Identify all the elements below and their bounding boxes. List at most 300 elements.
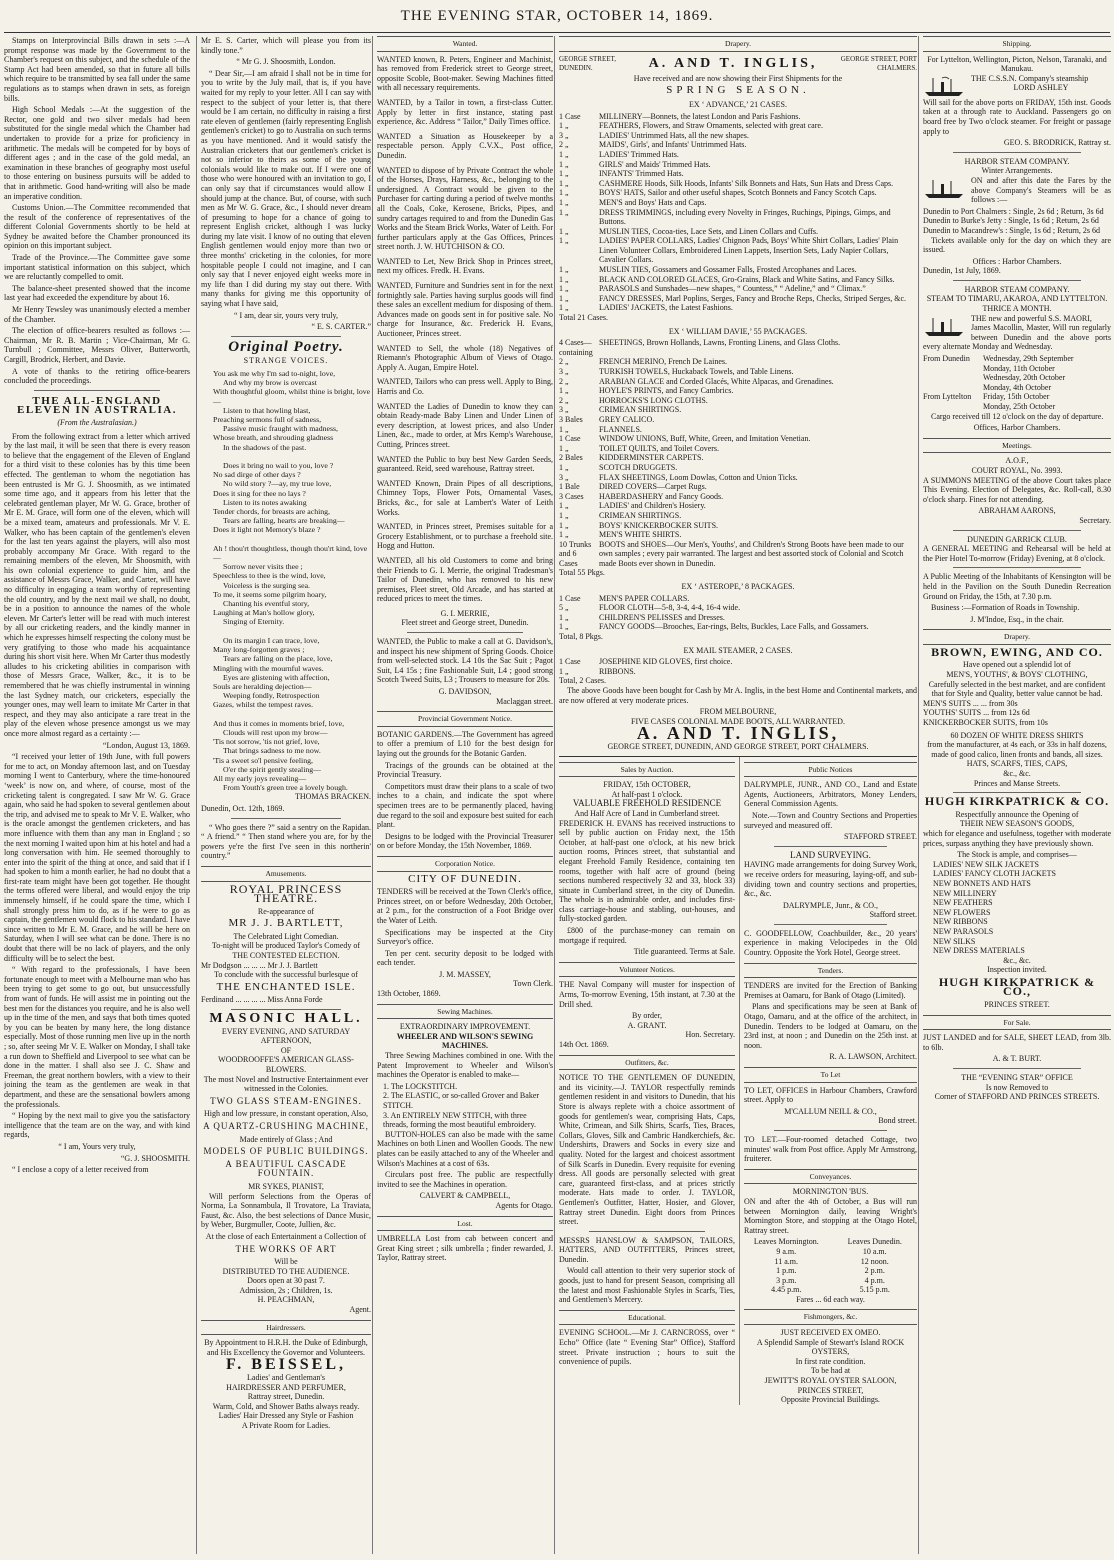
shipment-quantity: 3 „ [559,472,569,482]
wanted-ad: WANTED the Public to buy best New Garden Seeds, guaranteed. Reid, seed warehouse, Rattray street. [377,454,553,474]
ad-headline: HUGH KIRKPATRICK & CO., [938,974,1096,999]
timetable-cell: 9 a.m. [776,1246,797,1256]
column-3 [372,36,557,1554]
shipment-row [559,453,917,463]
poem-line: To me, it seems some pilgrim hoary, [213,589,327,599]
stock-item: NEW FEATHERS [933,898,993,908]
ad-line: OF [280,1045,292,1055]
ad-paragraph: FREDERICK H. EVANS has received instructions to sell by public auction on Friday next, the 15th October, at half-past one o'clock, at his new brick auction rooms, Princes street, that substantial and elegant Freehold Family Residence, containing ten rooms, together with half acre of ground (being sections numbered respectively 32 and 33, block 33) situate in Cumberland street, in the city of Dunedin. The whole is in admirable order, and includes first-class carriage-house and stabling, out-houses, and fully-stocked garden. [559,818,735,924]
shipment-quantity: 1 „ [559,265,569,275]
ad-line: H. PEACHMAN, [257,1295,315,1305]
wanted-ads [377,55,553,604]
ad-line: The most Novel and Instructive Entertainment ever witnessed in the Colonies. [203,1074,369,1094]
timetable-cell: 5.15 p.m. [859,1285,890,1295]
shipment-row [559,386,917,396]
schedule-row [923,373,1111,383]
divider [231,818,341,819]
poem-line: You ask me why I'm sad to-night, love, [213,369,336,378]
lower-left-column [559,757,740,1405]
shipment-description: MUSLIN TIES, Gossamers and Gossamer Falls, Frosted Arcophanes and Laces. [599,265,857,275]
ad-line: THEIR NEW SEASON'S GOODS, [959,819,1075,829]
category-heading: Amusements. [201,866,371,882]
article-paragraph: “ Who goes there ?” said a sentry on the Rapidan. “ A friend.” “ Then stand where you are, for by the powers ye're the first I've seen in this northerin' country.” [201,822,371,861]
ad-line: JEWITT'S ROYAL OYSTER SALOON, [764,1376,897,1386]
article-paragraph: Customs Union.—The Committee recommended that the result of the conference of representatives of the different Colonial Governments shortly to be held at Sydney be awaited before the Chamber pronounced its opinion on this important subject. [4,203,190,251]
shipment-row [559,265,917,275]
ad-headline: HARBOR STEAM COMPANY. [964,156,1070,166]
poem-stanza-break [201,710,371,719]
shipment-row [559,131,917,141]
ad-line: Have opened out a splendid lot of [963,660,1071,670]
timetable-header [744,1237,917,1247]
shipment-description: ARABIAN GLACE and Corded Glacés, White Alpacas, and Grenadines. [599,376,834,386]
ad-paragraph: Plans and specifications may be seen at Bank of Otago, Oamaru, and at the office of the architect, in Dunedin. Tenders to be lodged at Oamaru, on the 23rd inst, at noon ; and Dunedin on the 25th inst. at noon. [744,1002,917,1050]
letter-signature: “G. J. SHOOSMITH. [120,1153,190,1163]
schedule-port [923,373,979,383]
wanted-ad: WANTED to dispose of by Private Contract the whole of the Horses, Drays, Harness, &c., belonging to the undersigned. A Contract would be given to the Purchaser for carting during a period of twelve months all the Coals, Coke, Kerosene, Bricks, Pipes, and sundry cartages required to and from the Dunedin Gas Works and the Steam Brick Works, Water of Leith. For further particulars apply at the Gas Offices, Princes street north. J. W. HUTCHISON & CO. [377,165,553,252]
shipment-row [559,294,917,304]
ad-line: THRICE A MONTH. [982,304,1052,314]
ad-line: YOUTHS' SUITS ... from 12s 6d [923,708,1030,718]
ad-paragraph: A GENERAL MEETING and Rehearsal will be held at the Pier Hotel To-morrow (Friday) Evening, at 8 o'clock. [923,544,1111,563]
ad-signature: ABRAHAM AARONS, [978,506,1056,516]
shipment-quantity: 3 „ [559,405,569,415]
divider [231,336,341,337]
ad-signature: A. GRANT. [627,1020,667,1030]
fare-line: Dunedin to Port Chalmers : Single, 2s 6d ; Return, 3s 6d [923,206,1104,216]
shipment-description: SCOTCH DRUGGETS. [599,462,678,472]
ad-line: WOODROOFFE'S AMERICAN GLASS-BLOWERS. [218,1055,354,1074]
shipment-quantity: 3 Bales [559,414,583,424]
shipment-total: Total 21 Cases. [559,313,608,323]
schedule-row [923,354,1111,364]
category-heading: Conveyances. [744,1169,917,1185]
poem-stanza-break [201,452,371,461]
article-paragraph: “ I enclose a copy of a letter received from [12,1165,149,1175]
ad-headline: F. BEISSEL, [225,1356,346,1374]
ad-line: The Stock is ample, and comprises— [957,850,1077,860]
ad-paragraph: Competitors must draw their plans to a scale of two inches to a chain, and indicate the spot where specimen trees are to be permanently placed, having due regard to the soil and exposure best suited for each plant. [377,781,553,830]
divider [953,1068,1081,1069]
ad-line: Winter Arrangements. [981,166,1053,176]
shipment-description: BLACK AND COLORED GLACES, Gro-Grains, Black and White Satins, and Fancy Silks. [599,274,895,284]
shipment-list [559,112,917,313]
ad-line: A QUARTZ-CRUSHING MACHINE, [203,1120,369,1131]
category-heading: Educational. [559,1310,735,1326]
ad-signature: M'CALLUM NEILL & CO., [784,1106,877,1116]
shipment-list [559,594,917,632]
shipment-quantity: 1 „ [559,501,569,511]
ad-line: Corner of STAFFORD AND PRINCES STREETS. [934,1092,1100,1102]
article-paragraph: Mr E. S. Carter, which will please you from its kindly tone.” [201,36,371,55]
ad-line: For Lyttelton, Wellington, Picton, Nelson, Taranaki, and Manukau. [927,54,1107,74]
ad-line: Made entirely of Glass ; And [239,1134,333,1144]
shipment-list [559,338,917,568]
poem-line: Sorrow never visits thee ; [223,562,303,572]
category-heading: Corporation Notice. [377,856,553,872]
ad-line: Is now Removed to [985,1082,1049,1092]
poem-line: Clouds will rest upon my brow— [223,727,328,737]
shipment-quantity: 3 „ [559,367,569,376]
shipment-description: MEN'S WHITE SHIRTS. [599,530,682,540]
ad-paragraph: Designs to be lodged with the Provincial Treasurer on or before Monday, the 15th November, 1869. [377,831,553,851]
shipment-row [559,425,917,435]
timetable-header-cell: Leaves Mornington. [753,1237,819,1247]
shipment-quantity: 1 „ [559,188,569,198]
ad-line: And Half Acre of Land in Cumberland street. [574,808,720,818]
ad-signature: G. I. MERRIE, [440,608,490,618]
category-heading: Shipping. [923,36,1111,52]
schedule-row [923,392,1111,402]
shipment-description: DRESS TRIMMINGS, including every Novelty in Fringes, Ruchings, Pipings, Gimps, and Buttons. [599,207,891,227]
shipment-description: SHEETINGS, Brown Hollands, Lawns, Fronting Linens, and Glass Cloths. [599,338,841,348]
category-heading: Sewing Machines. [377,1004,553,1020]
ad-line: Town Clerk. [513,979,553,989]
timetable-cell: 11 a.m. [774,1256,798,1266]
schedule-row [923,364,1111,374]
shipment-description: FLOOR CLOTH—5-8, 3-4, 4-4, 16-4 wide. [599,603,741,613]
poem-line: And thus it comes in moments brief, love, [213,718,345,728]
article-paragraph: Trade of the Province.—The Committee gave some important statistical information on this subject, which we are reluctantly compelled to omit. [4,253,190,282]
ad-headline: LAND SURVEYING. [790,849,871,860]
divider [34,390,160,391]
shipment-quantity: 1 „ [559,386,569,396]
divider [231,1009,341,1010]
schedule-port [923,402,979,412]
stock-item: NEW BONNETS AND HATS [933,878,1031,888]
poem-line: No sad dirge of other days ? [213,470,301,480]
ad-paragraph: TENDERS are invited for the Erection of Banking Premises at Oamaru, for Bank of Otago (Limited). [744,981,917,1000]
article-paragraph: “ Dear Sir,—I am afraid I shall not be in time for you to write by the July mail, that is, if you have waited for my reply to your letter. All I can say with respect to the subject of your letter is, that there would be I am certain, no difficulty in raising a first rate eleven of gentlemen (fairly representing English gentlemen's cricket) to go to Australia on such terms as you have mentioned. And it would satisfy the Australian cricketers that our gentlemen's cricket is not so inferior to theirs as some of the young colonials would like to make out. If I were one of those who were honoured with an invitation to go, I can only say that if circumstances would allow I should jump at the chance. But, of course, with such men as Mr W. G. Grace, &c., I should never dream of presuming to hope for a chance of going to represent English cricket, although I was lucky during my late visit. I know of no outing that eleven English gentlemen would enjoy more than two or three months' cricketing in the colonies, for more hospitable people I could not imagine, and I can only say that I never enjoyed eight weeks more in my life than I did during my stay out there. With many thanks for giving me this opportunity of saying what I have said, [201,68,371,309]
wanted-ad: WANTED, in Princes street, Premises suitable for a Grocery Establishment, or to purchase a freehold site. Hogg and Hutton. [377,522,553,551]
sailing-schedule [923,354,1111,412]
shipment-description: KIDDERMINSTER CARPETS. [599,453,704,463]
ad-paragraph: Will sail for the above ports on FRIDAY, 15th inst. Goods taken at a through rate to Auckland. Passengers go on board free by Two o'clock steamer. For freight or passage apply to [923,97,1111,136]
shipment-row [559,415,917,425]
ad-line: GEORGE STREET, DUNEDIN. [559,54,617,73]
ad-line: Rattray street, Dunedin. [247,1392,325,1402]
shipment-row [559,303,917,313]
ad-line: MR SYKES, PIANIST, [248,1181,324,1191]
poem-line: In the shadows of the past. [223,442,307,452]
ad-line: Admission, 2s ; Children, 1s. [239,1285,333,1295]
timetable-row [744,1266,917,1276]
shipment-description: GIRLS' and Maids' Trimmed Hats. [599,159,711,169]
poem-line: That brings sadness to me now. [223,746,321,756]
timetable-row [744,1285,917,1295]
ad-signature: DALRYMPLE, Junr., & CO., [782,900,879,910]
ad-paragraph: ON and after the 4th of October, a Bus will run between Mornington daily, leaving Wright's Mornington Store, and stopping at the Otago Hotel, Rattray street. [744,1196,917,1235]
timetable-row [744,1257,917,1267]
ad-paragraph: Specifications may be inspected at the City Surveyor's office. [377,927,553,947]
shipment-row [559,169,917,179]
ad-paragraph: MESSRS HANSLOW & SAMPSON, TAILORS, HATTERS, AND OUTFITTERS, Princes street, Dunedin. [559,1235,735,1264]
shipment-quantity: 1 „ [559,293,569,303]
shipment-row [559,492,917,502]
ad-line: Agent. [349,1305,371,1315]
ad-line: from the manufacturer, at 4s each, or 33s in half dozens, made of good calico, linen fronts and bands, all sizes. [927,740,1107,759]
shipment-quantity: 1 „ [559,510,569,520]
ad-paragraph: Cargo received till 12 o'clock on the day of departure. [931,411,1104,421]
shipment-quantity: 3 Cases [559,491,584,501]
shipment-description: MEN'S PAPER COLLARS. [599,593,690,603]
ad-line: Ladies' and Gentleman's [247,1373,325,1383]
category-heading: Provincial Government Notice. [377,711,553,727]
shipment-description: FRENCH MERINO, French De Laines. [599,357,727,367]
shipment-description: HABERDASHERY and Fancy Goods. [599,491,724,501]
ad-line: PRINCES STREET. [984,1000,1050,1010]
shipment-quantity: 1 Case [559,434,581,444]
shipment-description: HORROCKS'S LONG CLOTHS. [599,395,708,405]
ad-line: At the close of each Entertainment a Collection of [205,1231,367,1241]
shipment-quantity: 5 „ [559,603,569,613]
shipment-description: INFANTS' Trimmed Hats. [599,169,684,179]
shipment-row [559,396,917,406]
shipment-description: BOYS' KNICKERBOCKER SUITS. [599,520,719,530]
wanted-ad: WANTED known, R. Peters, Engineer and Machinist, has removed from Frederick street to George street, opposite Scoble, Boot-maker. Sewing Machines fitted with all necessary requirements. [377,54,553,93]
ad-line: 60 DOZEN OF WHITE DRESS SHIRTS [950,730,1084,740]
ad-line: TWO GLASS STEAM-ENGINES. [210,1095,362,1106]
poem-line: Souls are heralding dejection— [213,681,312,691]
ad-signature: CALVERT & CAMPBELL, [419,1191,511,1201]
poem-line: Tears are falling, hearts are breaking— [223,516,345,526]
shipment-row [559,198,917,208]
shipment-description: FANCY DRESSES, Marl Poplins, Serges, Fancy and Broche Reps, Checks, Striped Serges, &c. [599,293,907,303]
poem-line: Whose breath, and shrouding gladness [213,433,334,443]
ad-line: MEN'S, YOUTHS', & BOYS' CLOTHING, [946,670,1088,680]
ad-line: 3. An ENTIRELY NEW STITCH, with three threads, forming the most beautiful embroidery. [383,1110,536,1130]
ad-line: By order, [632,1011,662,1021]
column-4 [554,36,921,1554]
shipment-heading: EX ‘ ASTEROPE,’ 8 PACKAGES. [681,582,795,592]
poem-line: No wild story ?—ay, my true love, [223,479,332,489]
shipment-row [559,338,917,357]
wanted-ad: WANTED to Let, New Brick Shop in Princes street, next my offices. Fredk. H. Evans. [377,256,553,276]
ad-headline: A. AND T. INGLIS, [648,56,818,72]
ad-line: Princes and Manse Streets. [973,778,1061,788]
poem-stanza-break [201,627,371,636]
shipment-row [559,613,917,623]
stock-item: NEW PARASOLS [933,926,994,936]
shipment-row [559,622,917,632]
masthead [0,0,1114,34]
category-heading: Public Notices [744,762,917,778]
stock-item: NEW MILLINERY [933,888,997,898]
article-paragraph: High School Medals :—At the suggestion of the Rector, one gold and two silver medals had been substituted for the single medal which the Chamber had undertaken to provide for a prize for proficiency in arithmetic. The medals will be competed for by boys of different ages ; and in the case of the gold medal, an examination in these branches of geography most useful to those entering on business pursuits will be added to that in arithmetic. Good hand-writing will also be made an imperative condition. [4,105,190,201]
ad-line: Offices : Harbor Chambers. [972,256,1062,266]
wanted-ad: WANTED to Sell, the whole (18) Negatives of Riemann's Photographic Album of Views of Otago. Apply A. Augan, Empire Hotel. [377,343,553,372]
ad-line: At half-past 1 o'clock. [611,789,683,799]
ad-line: STEAM TO TIMARU, AKAROA, AND LYTTELTON. [926,294,1108,304]
category-heading: For Sale. [923,1015,1111,1031]
fare-line: Dunedin to Macandrew's : Single, 1s 6d ; Return, 2s 6d [923,225,1100,235]
poem [201,369,371,792]
ad-paragraph: Tickets available only for the day on which they are issued. [923,235,1111,255]
poem-line: On its margin I can trace, love, [223,635,320,645]
ad-line: MEN'S SUITS ... ... from 30s [923,698,1018,708]
poem-line: 'Tis a sweet so'l pensive feeling, [213,755,313,765]
ad-line: Bond street. [878,1116,917,1126]
shipment-row [559,357,917,367]
shipment-row [559,150,917,160]
lower-section [559,756,917,1405]
wanted-ad: WANTED, by a Tailor in town, a first-class Cutter. Apply by letter in first instance, stating past experience, &c. Address “ Tailor,” Daily Times office. [377,97,553,127]
ad-headline: BROWN, EWING, AND CO. [931,644,1103,659]
ad-paragraph: BUTTON-HOLES can also be made with the same Machines on both Linen and Woollen Goods. The new plates can be easily attached to any of the Wheeler and Wilson's Machines at a cost of 63s. [377,1129,553,1168]
ad-line: 14th Oct. 1869. [559,1040,609,1049]
ad-line: To conclude with the successful burlesque of [214,970,358,980]
ad-paragraph: HAVING made arrangements for doing Survey Work, we receive orders for measuring, laying-off, and sub-dividing town and country sections and properties, &c., &c. [744,860,917,899]
ad-line: STAFFORD STREET. [844,832,917,842]
category-heading: Tenders. [744,963,917,979]
category-heading: Fishmongers, &c. [744,1309,917,1325]
ad-headline: MASONIC HALL. [209,1011,363,1027]
shipment-quantity: 1 „ [559,197,569,207]
steamship-icon [923,76,967,98]
stock-item: LADIES' FANCY CLOTH JACKETS [933,869,1056,879]
ad-line: A BEAUTIFUL CASCADE FOUNTAIN. [225,1158,347,1179]
stock-item: NEW DRESS MATERIALS [933,946,1025,956]
inglis-header [559,55,917,74]
shipment-quantity: 1 Case [559,593,581,603]
poem-date: Dunedin, Oct. 12th, 1869. [201,803,285,813]
poem-stanza-break [201,535,371,544]
shipment-row [559,511,917,521]
timetable-cell: 1 p.m. [776,1266,797,1276]
ad-line: Will be [274,1257,298,1267]
ad-line: Respectfully announce the Opening of [955,809,1079,819]
poem-line: Passive music fraught with madness, [223,424,338,434]
shipment-row [559,179,917,189]
ad-paragraph: WANTED, the Public to make a call at G. Davidson's, and inspect his new shipment of Spring Goods. Choice from well-selected stock. L4 10s the Sac Suit ; Pagot Suit, L4 15s ; fine Fashionable Suit, L4 ; good strong Scotch Tweed Suits, L3 ; Trousers to measure for 20s. [377,637,553,685]
shipment-row [559,112,917,122]
category-heading: Lost. [377,1216,553,1232]
shipment-description: MUSLIN TIES, Cocoa-ties, Lace Sets, and Linen Collars and Cuffs. [599,226,818,236]
schedule-port [923,364,979,374]
category-heading: Drapery. [923,629,1111,645]
divider [774,924,887,925]
ad-line: 2. The ELASTIC, or so-called Grover and Baker STITCH. [383,1091,540,1110]
ad-headline: CITY OF DUNEDIN. [408,872,522,885]
shipment-quantity: 1 „ [559,169,569,179]
shipment-description: BOYS' HATS, Sailor and other useful shapes, Scotch Bonnets and Fancy Scotch Caps. [599,188,877,198]
shipment-row [559,657,917,667]
shipment-row [559,405,917,415]
ad-line: Opposite Provincial Buildings. [781,1395,880,1405]
shipment-row [559,482,917,492]
ad-line: Re-appearance of [257,906,315,916]
shipment-quantity: 2 Bales [559,453,583,463]
timetable-cell: 10 a.m. [862,1246,887,1256]
shipment-quantity: 1 „ [559,622,569,632]
shipment-quantity: 1 „ [559,520,569,530]
ad-headline: WHEELER AND WILSON'S SEWING MACHINES. [396,1031,534,1051]
poem-line: 'Tis not sorrow, 'tis not grief, love, [213,737,320,747]
divider [407,632,523,633]
ad-line: Fares ... 6d each way. [796,1294,865,1304]
shipment-quantity: 1 „ [559,207,569,217]
ad-line: By Appointment to H.R.H. the Duke of Edinburgh, and His Excellency the Governor and Volunteers. [204,1338,368,1357]
fares-list [923,207,1111,236]
divider [589,1231,705,1232]
letter-date: “London, August 13, 1869. [102,740,190,750]
shipment-row [559,530,917,540]
timetable-cell: 4 p.m. [864,1275,885,1285]
ad-line: &c., &c. [1003,955,1031,965]
schedule-row [923,402,1111,412]
ad-line: A Private Room for Ladies. [241,1421,331,1430]
shipment-quantity: 1 „ [559,226,569,236]
wanted-ad: WANTED, all his old Customers to come and bring their Friends to G. I. Merrie, the original Tradesman's Tailor of Dunedin, who has removed to his new premises, Fleet street, Old Arcade, and has started at reduced prices to meet the times. [377,555,553,604]
wanted-ad: WANTED, Tailors who can press well. Apply to Bing, Harris and Co. [377,377,553,396]
ad-line: To-night will be produced Taylor's Comedy of [211,941,361,951]
shipment-description: FANCY GOODS—Brooches, Ear-rings, Belts, Buckles, Lace Falls, and Gossamers. [599,622,869,632]
shipment-quantity: 2 „ [559,395,569,405]
divider [953,567,1081,568]
category-heading: Volunteer Notices. [559,962,735,978]
ad-line: DISTRIBUTED TO THE AUDIENCE. [222,1266,350,1276]
shipment-quantity: 1 „ [559,530,569,540]
ad-paragraph: Ten per cent. security deposit to be lodged with each tender. [377,948,553,968]
ad-line: FIVE CASES COLONIAL MADE BOOTS, ALL WARRANTED. [631,716,845,726]
shipment-quantity: 1 „ [559,424,569,434]
ad-paragraph: NOTICE TO THE GENTLEMEN OF DUNEDIN, and its vicinity.—J. TAYLOR respectfully reminds gentlemen resident in and visitors to Dunedin, that his Store is always replete with a choice assortment of goods for gentlemen's wear, comprising Hats, Caps, White, Crimean, and Silk Shirts, Scarfs, Ties, Braces, Collars, Gloves, Silk and Cambric Handkerchiefs, &c. Undershirts, Drawers and Socks in every size and quality. Noted for the largest and choicest assortment of Silk Scarfs in Dunedin. Every requisite for evening dress. All goods are personally selected with great care, guaranteed first-class, and at prices strictly moderate. Hats made to order. J. TAYLOR, Gentlemen's Outfitter, Hatter, Hosier, and Glover, Rattray street Dunedin. Eight doors from Princes street. [559,1073,735,1227]
category-heading: Sales by Auction. [559,762,735,778]
shipment-row [559,434,917,444]
schedule-port [923,383,979,393]
shipment-row [559,377,917,387]
timetable-row [744,1247,917,1257]
ad-paragraph: £800 of the purchase-money can remain on mortgage if required. [559,926,735,945]
ad-headline: DUNEDIN GARRICK CLUB. [967,534,1067,544]
poem-line: Chanting his eventful story, [223,599,310,609]
divider [953,792,1081,793]
shipment-description: JOSEPHINE KID GLOVES, first choice. [599,657,733,667]
schedule-date: Monday, 11th October [983,363,1055,373]
ad-line: GEORGE STREET, DUNEDIN, AND GEORGE STREET, PORT CHALMERS. [607,741,869,751]
shipment-description: FEATHERS, Flowers, and Straw Ornaments, selected with great care. [599,121,823,131]
stock-list [923,860,1111,956]
article-paragraph: Stamps on Interprovincial Bills drawn in sets :—A prompt response was made by the Government to the Chamber's request on this subject, and the schedule of the Stamp Act had been amended, so that in future all bills which require to be transmitted by sea fall under the same regulations as to stamps when drawn in sets, as foreign bills. [4,36,190,103]
shipment-quantity: 1 „ [559,274,569,284]
ad-paragraph: A SUMMONS MEETING of the above Court takes place This Evening. Election of Delegates, &c. Roll-call, 8.30 o'clock sharp. Fines for not attending. [923,475,1111,504]
stock-item: NEW FLOWERS [933,907,991,917]
ad-headline: SPRING SEASON. [666,84,810,97]
category-heading: Drapery. [559,36,917,52]
poem-line: And why my brow is overcast [223,378,317,388]
shipment-heading: EX MAIL STEAMER, 2 CASES. [683,645,793,655]
shipment-quantity: 1 „ [559,121,569,131]
ad-line: To be had at [810,1366,851,1376]
ad-line: Stafford street. [869,910,917,920]
shipment-quantity: 1 „ [559,612,569,622]
shipment-quantity: 2 „ [559,140,569,150]
ad-paragraph: JUST LANDED and for SALE, SHEET LEAD, from 3lb. to 6lb. [923,1033,1111,1052]
letter-closing: “ I am, dear sir, yours very truly, [233,310,338,320]
ad-line: The Celebrated Light Comedian. [233,931,339,941]
shipment-quantity: 1 „ [559,236,569,246]
poem-line: Tender chords, for breasts are aching, [213,507,331,517]
shipment-row [559,367,917,377]
shipment-description: WINDOW UNIONS, Buff, White, Green, and Imitation Venetian. [599,434,811,444]
ad-line: THE CONTESTED ELECTION. [232,951,340,961]
timetable-header-cell: Leaves Dunedin. [847,1237,902,1247]
ad-line: Dunedin, 1st July, 1869. [923,266,1001,276]
ad-line: Fleet street and George street, Dunedin. [401,618,529,628]
ad-signature: GEO. S. BRODRICK, Rattray st. [1003,138,1111,148]
shipment-heading: EX ‘ WILLIAM DAVIE,’ 55 PACKAGES. [668,326,808,336]
shipment-row [559,227,917,237]
